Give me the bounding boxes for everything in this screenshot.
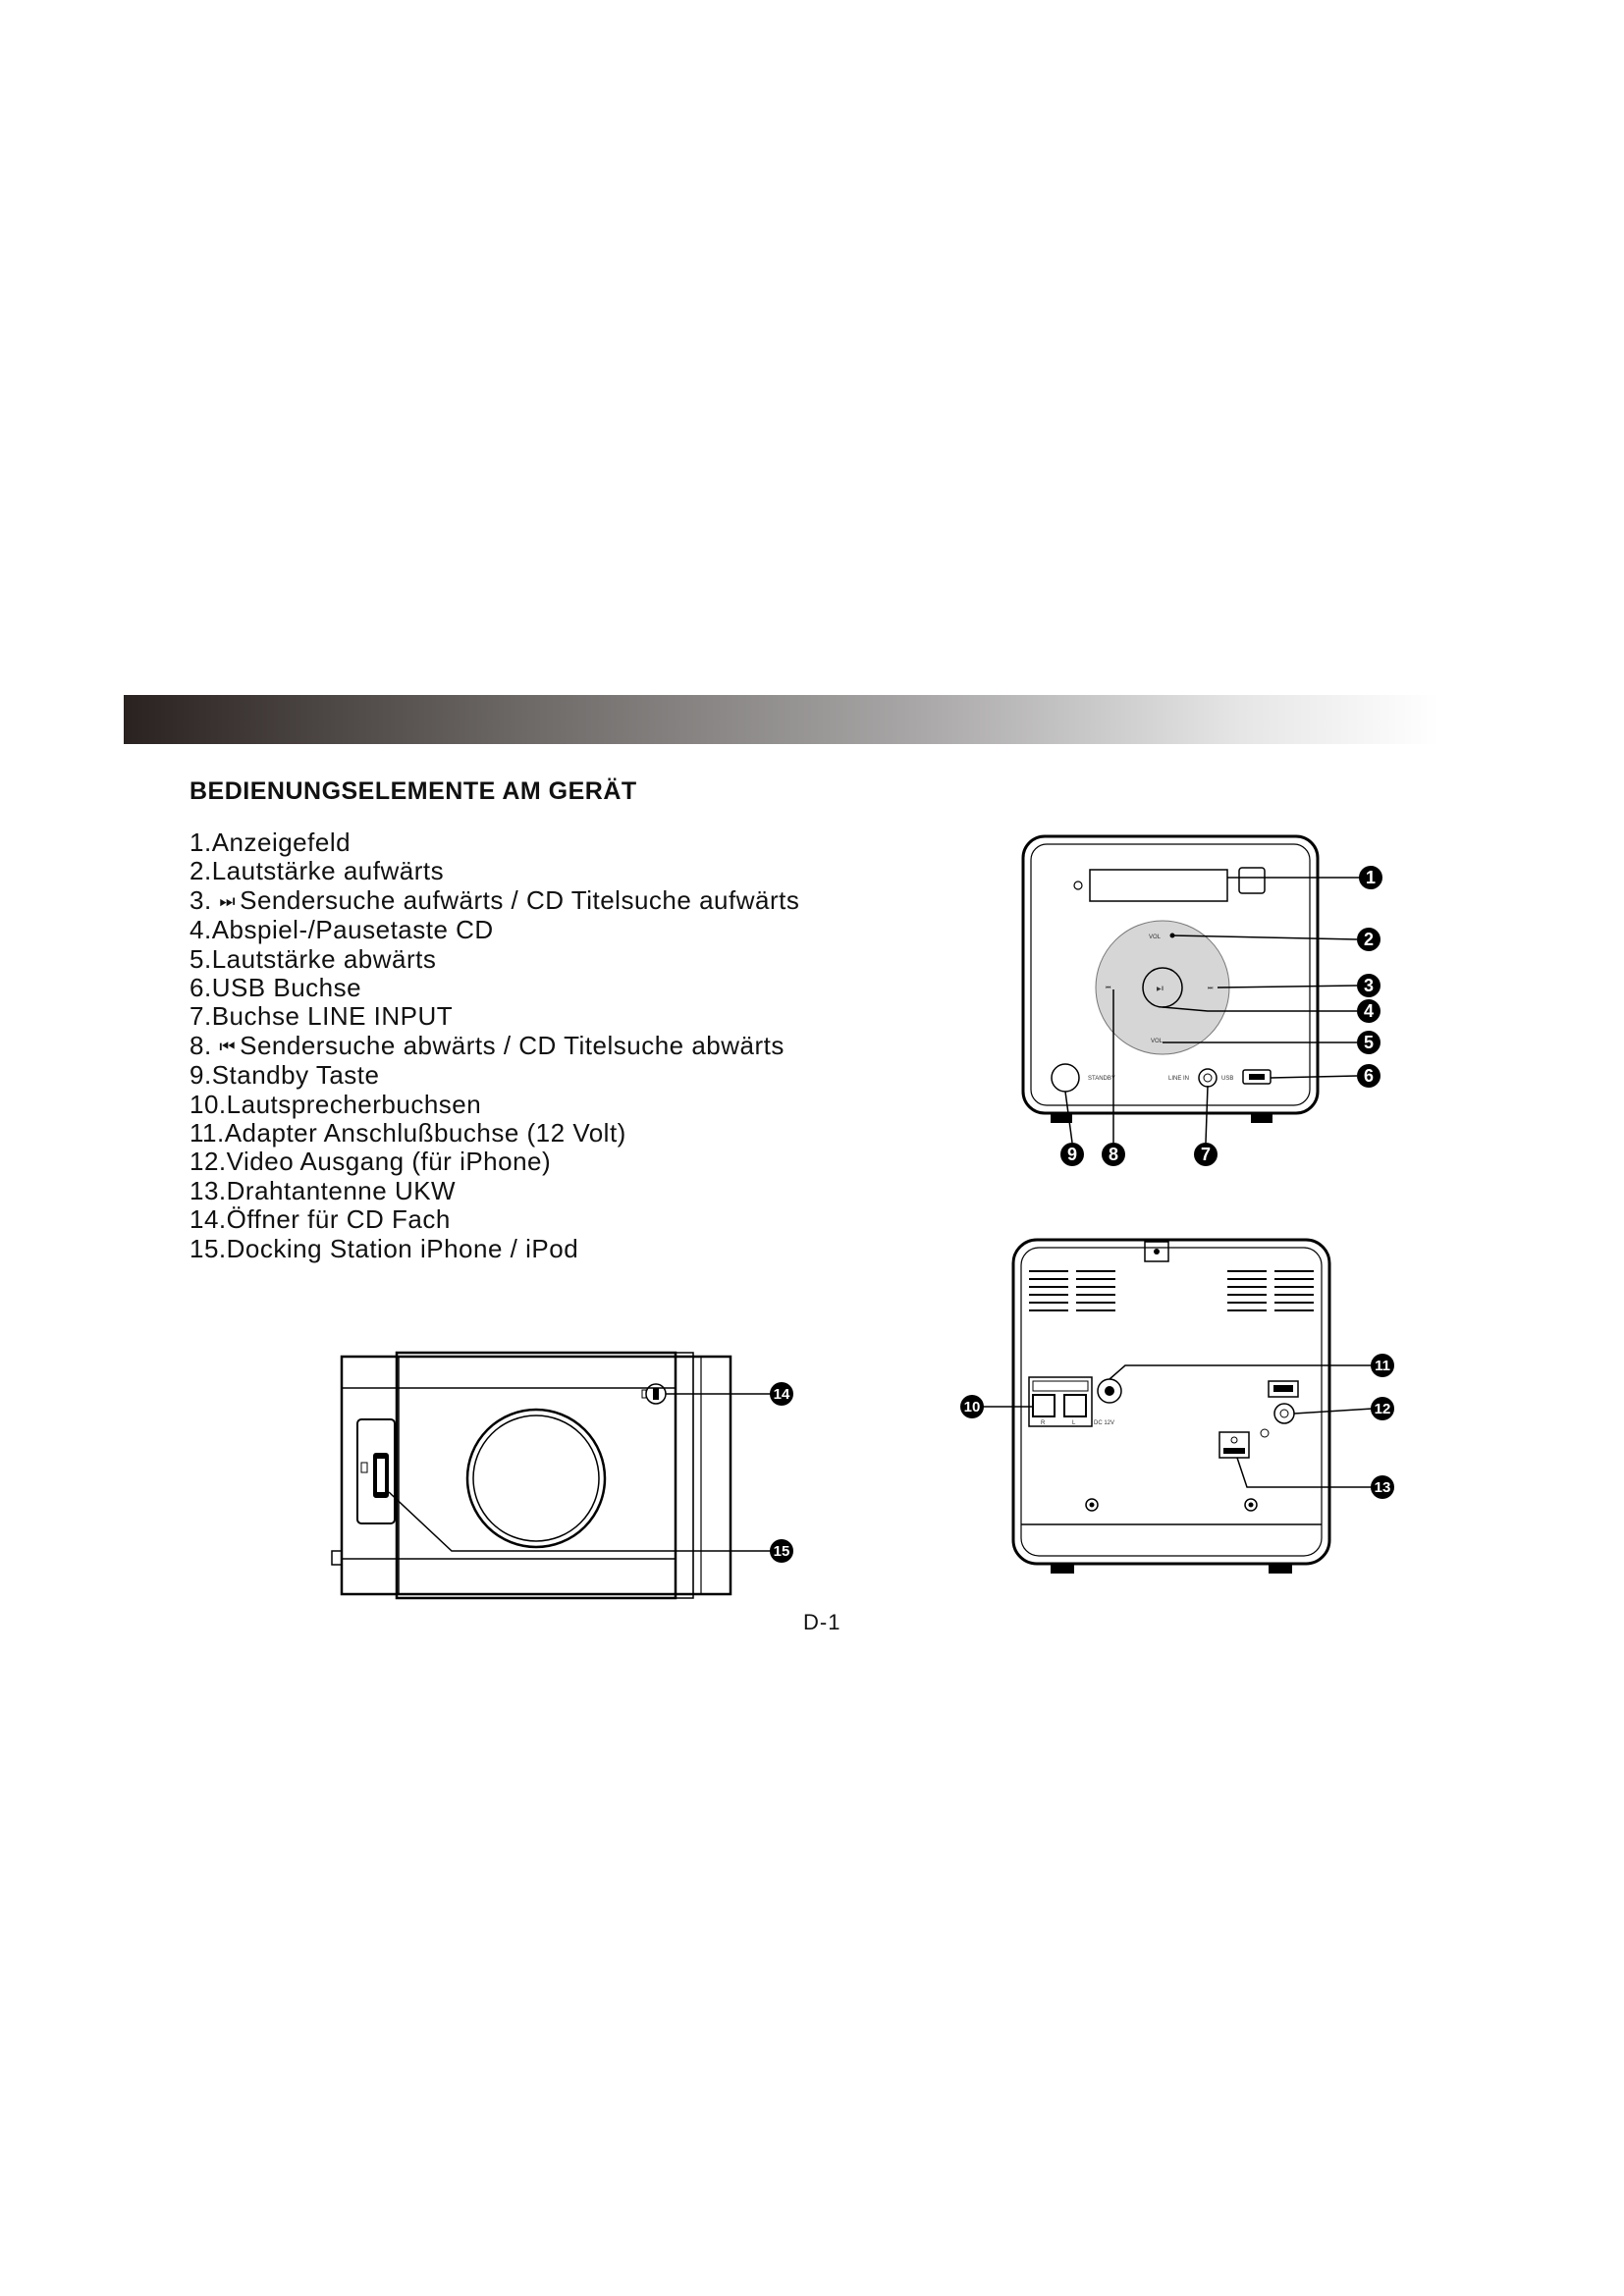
callout-12 — [1371, 1397, 1394, 1420]
svg-text:LINE IN: LINE IN — [1168, 1076, 1190, 1082]
vent-left — [1029, 1271, 1115, 1310]
svg-text:R: R — [1041, 1420, 1046, 1426]
list-item: 5.Lautstärke abwärts — [189, 943, 437, 974]
svg-text:14: 14 — [773, 1386, 790, 1403]
standby-button — [1052, 1064, 1079, 1092]
callout-9 — [1060, 1143, 1084, 1166]
callout-11 — [1371, 1354, 1394, 1377]
list-item: 3. ⏭ Sendersuche aufwärts / CD Titelsuche aufwärts — [189, 884, 800, 915]
skip-forward-icon: ⏭ — [219, 890, 237, 911]
list-item: 1.Anzeigefeld — [189, 828, 352, 857]
list-item: 9.Standby Taste — [189, 1060, 380, 1091]
display-window — [1090, 870, 1227, 901]
video-out-jack — [1274, 1404, 1294, 1423]
list-item: 7.Buchse LINE INPUT — [189, 1001, 454, 1032]
svg-text:▶ǁ: ▶ǁ — [1157, 987, 1164, 992]
svg-text:4: 4 — [1363, 1001, 1375, 1021]
line-in-jack — [1199, 1069, 1217, 1087]
controls-list — [189, 828, 799, 1263]
callout-8 — [1102, 1143, 1125, 1166]
callout-2 — [1357, 928, 1380, 951]
list-item: 6.USB Buchse — [189, 973, 362, 1003]
callout-6 — [1357, 1064, 1380, 1088]
svg-text:6: 6 — [1363, 1066, 1375, 1086]
svg-text:13: 13 — [1374, 1479, 1391, 1496]
list-item: 13.Drahtantenne UKW — [189, 1175, 457, 1205]
svg-text:2: 2 — [1363, 930, 1375, 949]
svg-text:8: 8 — [1108, 1145, 1119, 1164]
svg-text:STANDBY: STANDBY — [1088, 1076, 1115, 1082]
list-item: 10.Lautsprecherbuchsen — [189, 1089, 482, 1119]
svg-text:9: 9 — [1066, 1145, 1078, 1164]
skip-back-icon: ⏮ — [219, 1036, 237, 1056]
svg-text:L: L — [1072, 1420, 1076, 1426]
back-view-diagram — [952, 1232, 1404, 1585]
svg-text:15: 15 — [773, 1543, 790, 1560]
svg-text:7: 7 — [1200, 1145, 1212, 1164]
svg-text:USB: USB — [1221, 1076, 1234, 1082]
callout-1 — [1359, 866, 1382, 889]
svg-text:12: 12 — [1374, 1401, 1391, 1417]
svg-text:10: 10 — [963, 1399, 981, 1415]
callout-4 — [1357, 999, 1380, 1023]
callout-15 — [770, 1539, 793, 1563]
cd-lid — [467, 1410, 605, 1547]
list-item: 15.Docking Station iPhone / iPod — [189, 1233, 579, 1263]
callout-10 — [960, 1395, 984, 1418]
top-view-diagram — [334, 1345, 805, 1600]
svg-text:5: 5 — [1363, 1033, 1375, 1052]
svg-text:⏭: ⏭ — [1208, 986, 1214, 991]
svg-text:3: 3 — [1363, 976, 1375, 995]
list-item: 11.Adapter Anschlußbuchse (12 Volt) — [189, 1118, 626, 1148]
vent-right — [1227, 1271, 1314, 1310]
front-view-diagram — [1011, 825, 1404, 1188]
list-item: 12.Video Ausgang (für iPhone) — [189, 1147, 552, 1177]
svg-text:⏮: ⏮ — [1106, 986, 1111, 991]
svg-text:DC 12V: DC 12V — [1094, 1420, 1115, 1426]
callout-3 — [1357, 974, 1380, 997]
list-item: 14.Öffner für CD Fach — [189, 1204, 451, 1235]
svg-text:VOL: VOL — [1151, 1039, 1164, 1044]
callout-13 — [1371, 1475, 1394, 1499]
svg-text:1: 1 — [1365, 868, 1377, 887]
callout-14 — [770, 1382, 793, 1406]
svg-text:VOL: VOL — [1149, 934, 1162, 940]
page-title: BEDIENUNGSELEMENTE AM GERÄT — [189, 777, 637, 805]
speaker-terminal-block — [1029, 1377, 1092, 1426]
antenna-connector — [1219, 1432, 1249, 1458]
callout-7 — [1194, 1143, 1218, 1166]
svg-text:11: 11 — [1375, 1358, 1390, 1374]
list-item: 8. ⏮ Sendersuche abwärts / CD Titelsuche abwärts — [189, 1030, 785, 1060]
list-item: 4.Abspiel-/Pausetaste CD — [189, 915, 494, 945]
callout-5 — [1357, 1031, 1380, 1054]
page-number: D-1 — [803, 1610, 841, 1634]
list-item: 2.Lautstärke aufwärts — [189, 856, 445, 886]
header-gradient-bar — [124, 695, 1439, 744]
